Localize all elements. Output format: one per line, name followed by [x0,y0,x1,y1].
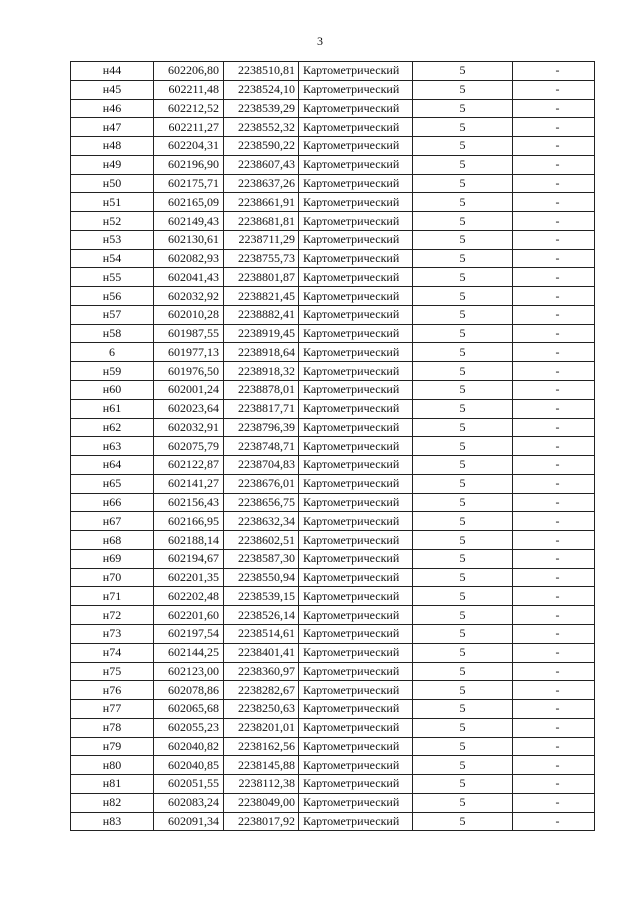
method-cell: Картометрический [299,756,413,775]
method-cell: Картометрический [299,568,413,587]
point-number-cell: н80 [71,756,154,775]
method-cell: Картометрический [299,437,413,456]
x-coordinate-cell: 602010,28 [154,305,224,324]
table-row [71,512,595,531]
method-cell: Картометрический [299,287,413,306]
note-cell: - [513,381,595,400]
accuracy-cell: 5 [413,324,513,343]
table-row [71,305,595,324]
note-cell: - [513,80,595,99]
table-row [71,718,595,737]
point-number-cell: н76 [71,681,154,700]
point-number-cell: 6 [71,343,154,362]
table-row [71,775,595,794]
y-coordinate-cell: 2238632,34 [224,512,299,531]
note-cell: - [513,812,595,831]
x-coordinate-cell: 602196,90 [154,155,224,174]
note-cell: - [513,606,595,625]
table-row [71,381,595,400]
method-cell: Картометрический [299,324,413,343]
accuracy-cell: 5 [413,287,513,306]
accuracy-cell: 5 [413,531,513,550]
x-coordinate-cell: 602023,64 [154,399,224,418]
accuracy-cell: 5 [413,793,513,812]
y-coordinate-cell: 2238801,87 [224,268,299,287]
note-cell: - [513,587,595,606]
note-cell: - [513,624,595,643]
x-coordinate-cell: 602201,35 [154,568,224,587]
method-cell: Картометрический [299,737,413,756]
y-coordinate-cell: 2238602,51 [224,531,299,550]
table-row [71,118,595,137]
point-number-cell: н81 [71,775,154,794]
x-coordinate-cell: 602206,80 [154,62,224,81]
y-coordinate-cell: 2238017,92 [224,812,299,831]
table-row [71,793,595,812]
x-coordinate-cell: 602144,25 [154,643,224,662]
table-row [71,700,595,719]
point-number-cell: н75 [71,662,154,681]
table-row [71,549,595,568]
point-number-cell: н68 [71,531,154,550]
y-coordinate-cell: 2238514,61 [224,624,299,643]
x-coordinate-cell: 601977,13 [154,343,224,362]
method-cell: Картометрический [299,531,413,550]
y-coordinate-cell: 2238676,01 [224,474,299,493]
point-number-cell: н69 [71,549,154,568]
x-coordinate-cell: 602165,09 [154,193,224,212]
method-cell: Картометрический [299,268,413,287]
accuracy-cell: 5 [413,812,513,831]
y-coordinate-cell: 2238796,39 [224,418,299,437]
table-row [71,531,595,550]
x-coordinate-cell: 602141,27 [154,474,224,493]
point-number-cell: н72 [71,606,154,625]
method-cell: Картометрический [299,249,413,268]
method-cell: Картометрический [299,62,413,81]
table-row [71,137,595,156]
y-coordinate-cell: 2238201,01 [224,718,299,737]
x-coordinate-cell: 602040,82 [154,737,224,756]
table-row [71,493,595,512]
note-cell: - [513,174,595,193]
point-number-cell: н62 [71,418,154,437]
y-coordinate-cell: 2238539,15 [224,587,299,606]
point-number-cell: н49 [71,155,154,174]
note-cell: - [513,456,595,475]
method-cell: Картометрический [299,681,413,700]
note-cell: - [513,62,595,81]
accuracy-cell: 5 [413,643,513,662]
note-cell: - [513,568,595,587]
note-cell: - [513,474,595,493]
x-coordinate-cell: 602091,34 [154,812,224,831]
accuracy-cell: 5 [413,493,513,512]
table-row [71,812,595,831]
note-cell: - [513,643,595,662]
note-cell: - [513,287,595,306]
method-cell: Картометрический [299,305,413,324]
x-coordinate-cell: 602175,71 [154,174,224,193]
point-number-cell: н67 [71,512,154,531]
table-row [71,287,595,306]
note-cell: - [513,531,595,550]
accuracy-cell: 5 [413,193,513,212]
y-coordinate-cell: 2238704,83 [224,456,299,475]
accuracy-cell: 5 [413,437,513,456]
note-cell: - [513,324,595,343]
point-number-cell: н44 [71,62,154,81]
accuracy-cell: 5 [413,399,513,418]
note-cell: - [513,305,595,324]
x-coordinate-cell: 602123,00 [154,662,224,681]
y-coordinate-cell: 2238817,71 [224,399,299,418]
method-cell: Картометрический [299,775,413,794]
x-coordinate-cell: 602149,43 [154,212,224,231]
x-coordinate-cell: 602041,43 [154,268,224,287]
accuracy-cell: 5 [413,62,513,81]
x-coordinate-cell: 602130,61 [154,230,224,249]
note-cell: - [513,343,595,362]
table-row [71,662,595,681]
note-cell: - [513,662,595,681]
point-number-cell: н65 [71,474,154,493]
accuracy-cell: 5 [413,80,513,99]
y-coordinate-cell: 2238539,29 [224,99,299,118]
accuracy-cell: 5 [413,662,513,681]
method-cell: Картометрический [299,700,413,719]
accuracy-cell: 5 [413,212,513,231]
accuracy-cell: 5 [413,775,513,794]
accuracy-cell: 5 [413,118,513,137]
y-coordinate-cell: 2238250,63 [224,700,299,719]
table-row [71,399,595,418]
method-cell: Картометрический [299,230,413,249]
method-cell: Картометрический [299,643,413,662]
table-row [71,249,595,268]
note-cell: - [513,793,595,812]
y-coordinate-cell: 2238919,45 [224,324,299,343]
x-coordinate-cell: 602032,91 [154,418,224,437]
table-row [71,174,595,193]
point-number-cell: н83 [71,812,154,831]
point-number-cell: н82 [71,793,154,812]
note-cell: - [513,362,595,381]
table-row [71,268,595,287]
point-number-cell: н58 [71,324,154,343]
accuracy-cell: 5 [413,681,513,700]
table-row [71,568,595,587]
x-coordinate-cell: 602078,86 [154,681,224,700]
method-cell: Картометрический [299,381,413,400]
note-cell: - [513,700,595,719]
note-cell: - [513,549,595,568]
table-row [71,418,595,437]
accuracy-cell: 5 [413,606,513,625]
method-cell: Картометрический [299,512,413,531]
accuracy-cell: 5 [413,756,513,775]
table-row [71,624,595,643]
accuracy-cell: 5 [413,155,513,174]
note-cell: - [513,737,595,756]
table-row [71,643,595,662]
y-coordinate-cell: 2238607,43 [224,155,299,174]
point-number-cell: н70 [71,568,154,587]
x-coordinate-cell: 601987,55 [154,324,224,343]
x-coordinate-cell: 602082,93 [154,249,224,268]
point-number-cell: н60 [71,381,154,400]
x-coordinate-cell: 601976,50 [154,362,224,381]
table-row [71,212,595,231]
method-cell: Картометрический [299,399,413,418]
y-coordinate-cell: 2238550,94 [224,568,299,587]
x-coordinate-cell: 602083,24 [154,793,224,812]
point-number-cell: н71 [71,587,154,606]
method-cell: Картометрический [299,137,413,156]
note-cell: - [513,268,595,287]
y-coordinate-cell: 2238526,14 [224,606,299,625]
x-coordinate-cell: 602075,79 [154,437,224,456]
point-number-cell: н54 [71,249,154,268]
y-coordinate-cell: 2238360,97 [224,662,299,681]
point-number-cell: н61 [71,399,154,418]
method-cell: Картометрический [299,193,413,212]
accuracy-cell: 5 [413,137,513,156]
note-cell: - [513,756,595,775]
method-cell: Картометрический [299,662,413,681]
note-cell: - [513,155,595,174]
x-coordinate-cell: 602194,67 [154,549,224,568]
note-cell: - [513,212,595,231]
y-coordinate-cell: 2238112,38 [224,775,299,794]
point-number-cell: н63 [71,437,154,456]
point-number-cell: н48 [71,137,154,156]
method-cell: Картометрический [299,456,413,475]
note-cell: - [513,418,595,437]
point-number-cell: н57 [71,305,154,324]
method-cell: Картометрический [299,549,413,568]
point-number-cell: н52 [71,212,154,231]
note-cell: - [513,437,595,456]
y-coordinate-cell: 2238590,22 [224,137,299,156]
note-cell: - [513,681,595,700]
accuracy-cell: 5 [413,624,513,643]
note-cell: - [513,230,595,249]
y-coordinate-cell: 2238587,30 [224,549,299,568]
y-coordinate-cell: 2238510,81 [224,62,299,81]
accuracy-cell: 5 [413,718,513,737]
point-number-cell: н64 [71,456,154,475]
y-coordinate-cell: 2238552,32 [224,118,299,137]
x-coordinate-cell: 602188,14 [154,531,224,550]
table-row [71,587,595,606]
note-cell: - [513,99,595,118]
accuracy-cell: 5 [413,568,513,587]
accuracy-cell: 5 [413,737,513,756]
y-coordinate-cell: 2238401,41 [224,643,299,662]
accuracy-cell: 5 [413,456,513,475]
table-row [71,681,595,700]
note-cell: - [513,193,595,212]
y-coordinate-cell: 2238637,26 [224,174,299,193]
method-cell: Картометрический [299,493,413,512]
method-cell: Картометрический [299,793,413,812]
method-cell: Картометрический [299,418,413,437]
accuracy-cell: 5 [413,343,513,362]
accuracy-cell: 5 [413,474,513,493]
x-coordinate-cell: 602156,43 [154,493,224,512]
x-coordinate-cell: 602001,24 [154,381,224,400]
method-cell: Картометрический [299,362,413,381]
y-coordinate-cell: 2238656,75 [224,493,299,512]
y-coordinate-cell: 2238661,91 [224,193,299,212]
x-coordinate-cell: 602032,92 [154,287,224,306]
point-number-cell: н47 [71,118,154,137]
method-cell: Картометрический [299,80,413,99]
y-coordinate-cell: 2238882,41 [224,305,299,324]
point-number-cell: н77 [71,700,154,719]
note-cell: - [513,118,595,137]
table-row [71,324,595,343]
y-coordinate-cell: 2238878,01 [224,381,299,400]
x-coordinate-cell: 602211,27 [154,118,224,137]
point-number-cell: н51 [71,193,154,212]
accuracy-cell: 5 [413,99,513,118]
method-cell: Картометрический [299,474,413,493]
x-coordinate-cell: 602197,54 [154,624,224,643]
x-coordinate-cell: 602204,31 [154,137,224,156]
note-cell: - [513,512,595,531]
x-coordinate-cell: 602212,52 [154,99,224,118]
note-cell: - [513,137,595,156]
method-cell: Картометрический [299,624,413,643]
point-number-cell: н56 [71,287,154,306]
accuracy-cell: 5 [413,381,513,400]
accuracy-cell: 5 [413,549,513,568]
note-cell: - [513,718,595,737]
point-number-cell: н59 [71,362,154,381]
y-coordinate-cell: 2238524,10 [224,80,299,99]
point-number-cell: н45 [71,80,154,99]
table-row [71,80,595,99]
y-coordinate-cell: 2238711,29 [224,230,299,249]
point-number-cell: н50 [71,174,154,193]
accuracy-cell: 5 [413,230,513,249]
point-number-cell: н66 [71,493,154,512]
table-row [71,456,595,475]
accuracy-cell: 5 [413,587,513,606]
table-row [71,155,595,174]
y-coordinate-cell: 2238918,32 [224,362,299,381]
accuracy-cell: 5 [413,418,513,437]
x-coordinate-cell: 602201,60 [154,606,224,625]
point-number-cell: н74 [71,643,154,662]
accuracy-cell: 5 [413,249,513,268]
method-cell: Картометрический [299,155,413,174]
y-coordinate-cell: 2238821,45 [224,287,299,306]
table-row [71,437,595,456]
method-cell: Картометрический [299,812,413,831]
y-coordinate-cell: 2238755,73 [224,249,299,268]
y-coordinate-cell: 2238049,00 [224,793,299,812]
accuracy-cell: 5 [413,174,513,193]
table-row [71,193,595,212]
point-number-cell: н55 [71,268,154,287]
method-cell: Картометрический [299,118,413,137]
y-coordinate-cell: 2238918,64 [224,343,299,362]
x-coordinate-cell: 602202,48 [154,587,224,606]
method-cell: Картометрический [299,343,413,362]
table-row [71,606,595,625]
y-coordinate-cell: 2238162,56 [224,737,299,756]
x-coordinate-cell: 602211,48 [154,80,224,99]
note-cell: - [513,399,595,418]
x-coordinate-cell: 602051,55 [154,775,224,794]
point-number-cell: н79 [71,737,154,756]
method-cell: Картометрический [299,606,413,625]
x-coordinate-cell: 602166,95 [154,512,224,531]
x-coordinate-cell: 602055,23 [154,718,224,737]
note-cell: - [513,249,595,268]
coordinates-table [70,61,595,831]
method-cell: Картометрический [299,99,413,118]
note-cell: - [513,775,595,794]
table-row [71,362,595,381]
accuracy-cell: 5 [413,305,513,324]
x-coordinate-cell: 602122,87 [154,456,224,475]
accuracy-cell: 5 [413,268,513,287]
method-cell: Картометрический [299,718,413,737]
x-coordinate-cell: 602065,68 [154,700,224,719]
y-coordinate-cell: 2238145,88 [224,756,299,775]
table-row [71,756,595,775]
coordinates-table-body [71,62,595,831]
page-number: 3 [317,34,323,48]
x-coordinate-cell: 602040,85 [154,756,224,775]
point-number-cell: н73 [71,624,154,643]
y-coordinate-cell: 2238681,81 [224,212,299,231]
method-cell: Картометрический [299,212,413,231]
table-row [71,62,595,81]
table-row [71,99,595,118]
point-number-cell: н53 [71,230,154,249]
y-coordinate-cell: 2238282,67 [224,681,299,700]
accuracy-cell: 5 [413,512,513,531]
accuracy-cell: 5 [413,700,513,719]
y-coordinate-cell: 2238748,71 [224,437,299,456]
point-number-cell: н78 [71,718,154,737]
method-cell: Картометрический [299,587,413,606]
table-row [71,230,595,249]
point-number-cell: н46 [71,99,154,118]
accuracy-cell: 5 [413,362,513,381]
table-row [71,737,595,756]
table-row [71,343,595,362]
note-cell: - [513,493,595,512]
method-cell: Картометрический [299,174,413,193]
table-row [71,474,595,493]
